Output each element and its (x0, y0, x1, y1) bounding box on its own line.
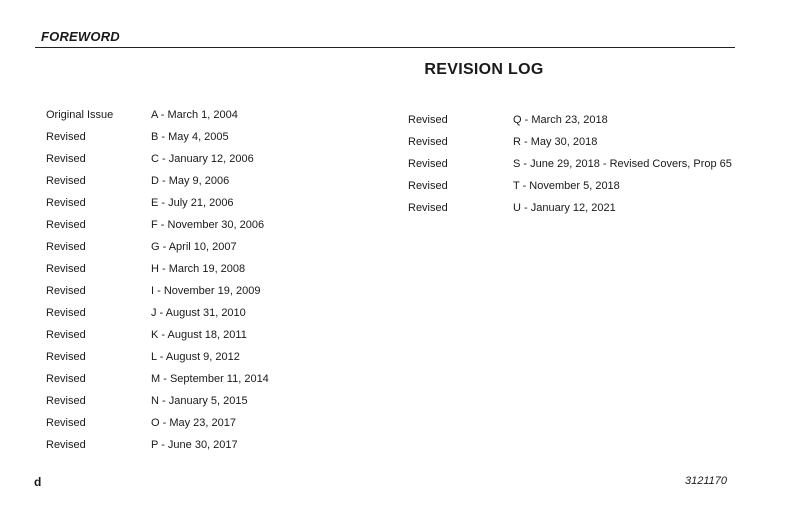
revision-status: Revised (46, 439, 86, 451)
revision-status: Revised (46, 285, 86, 297)
revision-entry: L - August 9, 2012 (151, 351, 240, 363)
revision-status: Revised (46, 131, 86, 143)
revision-entry: M - September 11, 2014 (151, 373, 269, 385)
revision-entry: F - November 30, 2006 (151, 219, 265, 231)
document-number: 3121170 (684, 475, 727, 487)
revision-status: Revised (408, 202, 448, 214)
revision-status: Revised (408, 114, 448, 126)
revision-status: Revised (46, 175, 86, 187)
revision-entry: N - January 5, 2015 (151, 395, 248, 407)
revision-status: Revised (46, 197, 86, 209)
revision-entry: J - August 31, 2010 (151, 307, 246, 319)
revision-entry: D - May 9, 2006 (151, 175, 230, 187)
revision-status: Revised (46, 351, 86, 363)
revision-entry: H - March 19, 2008 (151, 263, 246, 275)
revision-status: Revised (46, 417, 86, 429)
revision-entry: S - June 29, 2018 - Revised Covers, Prop 65 (513, 158, 732, 170)
revision-status: Revised (46, 263, 86, 275)
revision-status: Revised (408, 180, 448, 192)
page-title: REVISION LOG (424, 61, 544, 78)
revision-entry: E - July 21, 2006 (151, 197, 234, 209)
revision-entry: B - May 4, 2005 (151, 131, 229, 143)
revision-status: Revised (46, 153, 86, 165)
header-divider (35, 47, 735, 48)
revision-status: Revised (46, 241, 86, 253)
revision-entry: G - April 10, 2007 (151, 241, 237, 253)
revision-entry: Q - March 23, 2018 (513, 114, 608, 126)
revision-entry: I - November 19, 2009 (151, 285, 261, 297)
revision-status: Revised (46, 307, 86, 319)
revision-status: Revised (408, 136, 448, 148)
revision-status: Original Issue (46, 109, 114, 121)
page-letter: d (34, 475, 42, 489)
revision-status: Revised (408, 158, 448, 170)
revision-entry: U - January 12, 2021 (513, 202, 616, 214)
revision-status: Revised (46, 219, 86, 231)
revision-status: Revised (46, 329, 86, 341)
revision-entry: T - November 5, 2018 (513, 180, 620, 192)
revision-status: Revised (46, 395, 86, 407)
revision-entry: A - March 1, 2004 (151, 109, 238, 121)
revision-entry: R - May 30, 2018 (513, 136, 598, 148)
revision-entry: K - August 18, 2011 (151, 329, 247, 341)
section-header: FOREWORD (41, 29, 120, 44)
revision-entry: P - June 30, 2017 (151, 439, 238, 451)
revision-entry: C - January 12, 2006 (151, 153, 254, 165)
revision-status: Revised (46, 373, 86, 385)
revision-entry: O - May 23, 2017 (151, 417, 236, 429)
